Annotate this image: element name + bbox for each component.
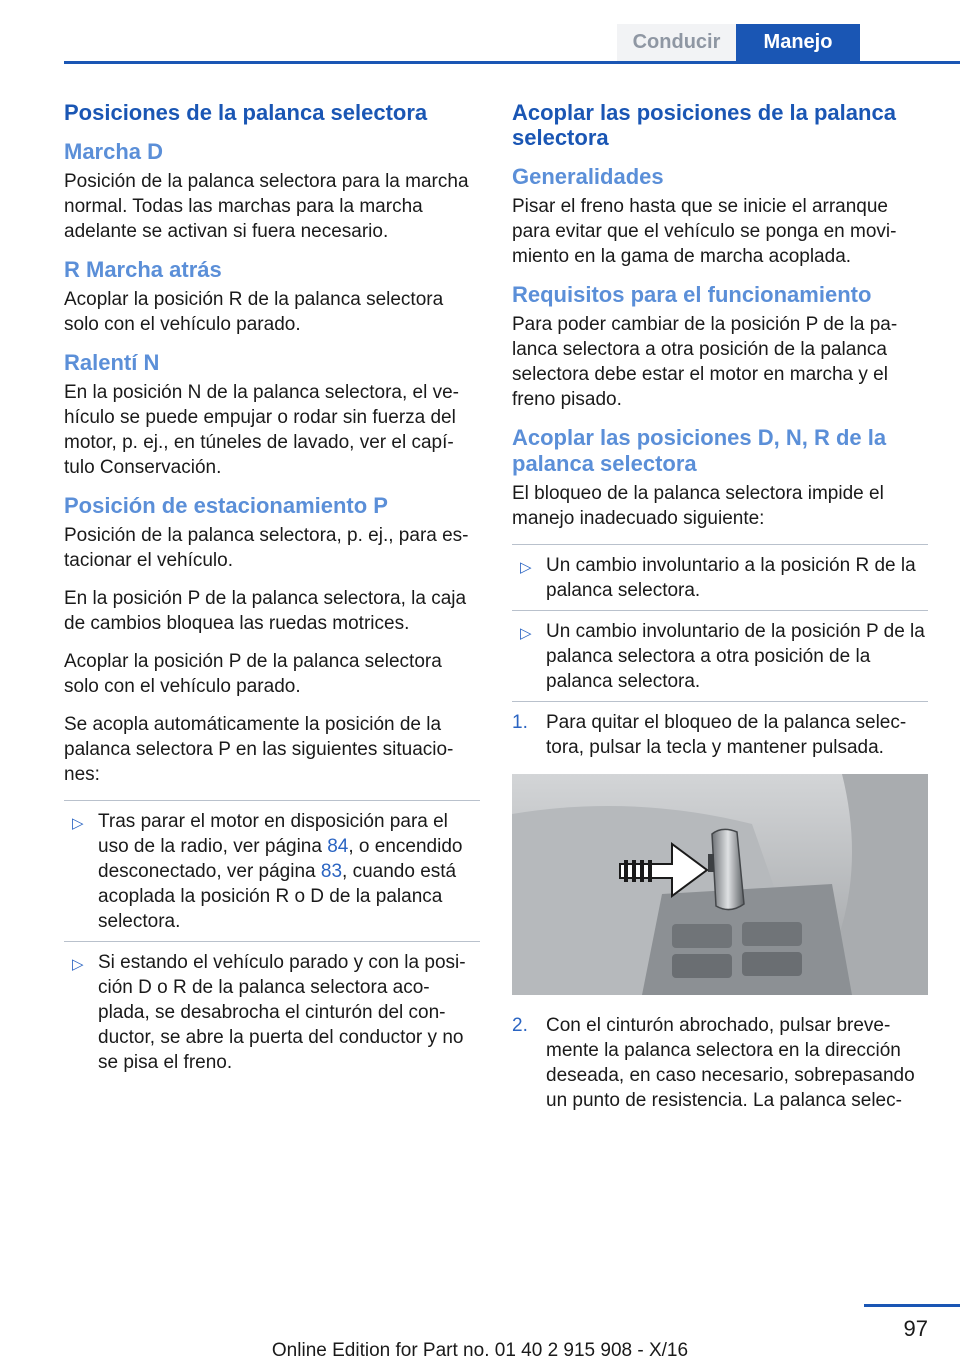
paragraph: Para poder cambiar de la posición P de la pa‐lanca selectora a otra posición de la palanca selectora debe estar el motor en marcha y el freno pisado. (512, 314, 898, 410)
gear-selector-photo (512, 774, 928, 995)
list-text: Tras parar el motor en disposición para el uso de la radio, ver página (98, 811, 448, 857)
situations-list (64, 800, 480, 1075)
subheading-marcha-atras: R Marcha atrás (64, 257, 222, 282)
step-number: 1. (512, 712, 528, 733)
header-divider (64, 61, 960, 64)
tab-manejo[interactable]: Manejo (736, 24, 860, 61)
paragraph: Se acopla automáticamente la posición de la palanca selectora P en las siguientes situacio‐nes: (64, 714, 454, 785)
paragraph: En la posición N de la palanca selectora, el ve‐hículo se puede empujar o rodar sin fuerza del motor, p. ej., en túneles de lavado, ver el capí‐tulo Conservación. (64, 382, 460, 478)
list-text: Un cambio involuntario de la posición P de la palanca selectora a otra posición de la palanca selectora. (546, 621, 925, 692)
step-number: 2. (512, 1015, 528, 1036)
list-item (64, 941, 480, 1075)
subheading-acoplar-dnr: Acoplar las posiciones D, N, R de la palanca selectora (512, 425, 887, 476)
footer-divider (864, 1304, 960, 1307)
subheading-requisitos: Requisitos para el funcionamiento (512, 282, 872, 307)
step-item (512, 1013, 928, 1113)
paragraph: El bloqueo de la palanca selectora impide el manejo inadecuado siguiente: (512, 483, 884, 529)
paragraph: Posición de la palanca selectora, p. ej., para es‐tacionar el vehículo. (64, 525, 469, 571)
page-link-83[interactable]: 83 (320, 861, 343, 882)
list-text: , cuando está acoplada la posición R o D de la palanca selectora. (98, 861, 457, 932)
right-column (512, 100, 928, 1120)
subheading-marcha-d: Marcha D (64, 139, 164, 164)
subheading-ralenti: Ralentí N (64, 350, 160, 375)
triangle-bullet-icon: ▷ (520, 625, 532, 642)
list-item (64, 800, 480, 934)
gear-selector-illustration (512, 774, 928, 995)
list-text: Si estando el vehículo parado y con la posi‐ción D o R de la palanca selectora aco‐plada, se desabrocha el cinturón del con‐ductor, se abre la puerta del conductor y no se pisa el freno. (98, 952, 466, 1073)
tab-conducir[interactable]: Conducir (617, 24, 736, 61)
blocking-list (512, 544, 928, 760)
page-number: 97 (903, 1316, 928, 1341)
page-link-84[interactable]: 84 (327, 836, 349, 857)
left-column (64, 100, 480, 1082)
edition-footer: Online Edition for Part no. 01 40 2 915 908 - X/16 (271, 1340, 689, 1361)
triangle-bullet-icon: ▷ (520, 559, 532, 576)
subheading-generalidades: Generalidades (512, 164, 664, 189)
paragraph: Acoplar la posición R de la palanca selectora solo con el vehículo parado. (64, 289, 444, 335)
list-text: , o encendido desconectado, ver página (98, 836, 463, 882)
paragraph: Pisar el freno hasta que se inicie el arranque para evitar que el vehículo se ponga en movi‐miento en la gama de marcha acoplada. (512, 196, 897, 267)
list-item (512, 610, 928, 694)
paragraph: Posición de la palanca selectora para la marcha normal. Todas las marchas para la marcha adelante se activan si fuera necesario. (64, 171, 469, 242)
paragraph: Acoplar la posición P de la palanca selectora solo con el vehículo parado. (64, 651, 442, 697)
list-item (512, 544, 928, 603)
step-text: Para quitar el bloqueo de la palanca selec‐tora, pulsar la tecla y mantener pulsada. (546, 712, 907, 758)
list-text: Un cambio involuntario a la posición R de la palanca selectora. (546, 555, 916, 601)
subheading-estacionamiento: Posición de estacionamiento P (64, 493, 388, 518)
paragraph: En la posición P de la palanca selectora, la caja de cambios bloquea las ruedas motrices. (64, 588, 467, 634)
triangle-bullet-icon: ▷ (72, 815, 84, 832)
section-title-posiciones: Posiciones de la palanca selectora (64, 100, 428, 125)
section-title-acoplar: Acoplar las posiciones de la palanca selectora (512, 100, 896, 150)
step-item (512, 701, 928, 760)
steps-list-continued (512, 1013, 928, 1113)
step-text: Con el cinturón abrochado, pulsar breve‐mente la palanca selectora en la dirección deseada, en caso necesario, sobrepasando un punto de resistencia. La palanca selec‐ (546, 1015, 915, 1111)
triangle-bullet-icon: ▷ (72, 956, 84, 973)
